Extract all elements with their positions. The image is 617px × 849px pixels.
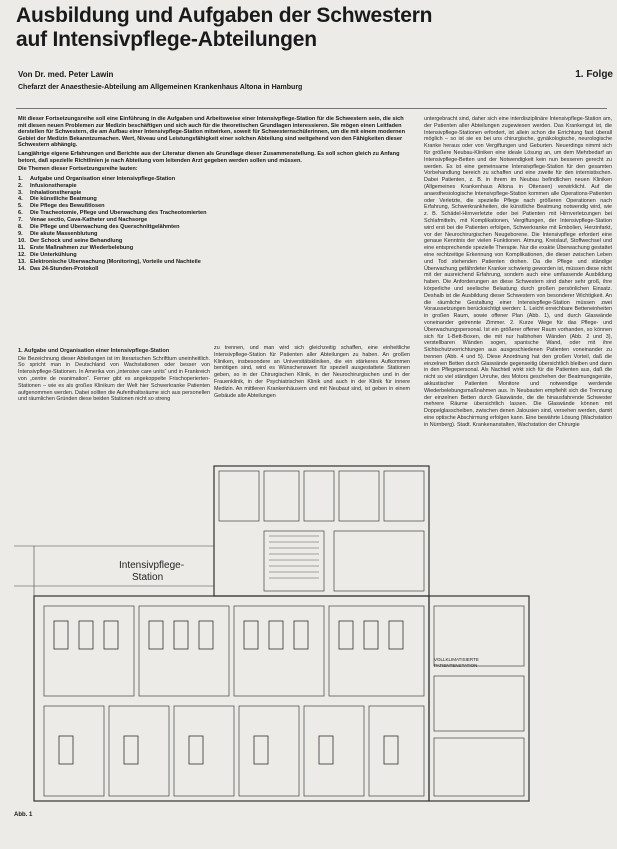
plan-note-right-2: PATIENTENSTATION bbox=[434, 663, 478, 668]
toc-item bbox=[18, 183, 413, 190]
author-line: Von Dr. med. Peter Lawin bbox=[18, 70, 114, 79]
toc-item-number: 7. bbox=[18, 217, 23, 224]
plan-label-station-2: Station bbox=[132, 572, 164, 583]
title-line-1: Ausbildung und Aufgaben der Schwestern bbox=[16, 4, 433, 27]
intro-paragraph-2: Langjährige eigene Erfahrungen und Berichte aus der Literatur dienen als Grundlage dieser Zusammenstellung. Es soll schon gleich zu Anfang betont, daß spezielle Richtlinien je nach Abteilung vom leitenden Arzt gegeben werden sollen und müssen. bbox=[18, 150, 400, 164]
toc-item-title: Infusionstherapie bbox=[30, 182, 77, 189]
toc-item bbox=[18, 238, 413, 245]
toc-item-title: Der Schock und seine Behandlung bbox=[30, 237, 123, 244]
toc-item bbox=[18, 203, 413, 210]
toc-item-number: 8. bbox=[18, 224, 23, 231]
toc-item-number: 1. bbox=[18, 175, 23, 182]
section-1-column-middle bbox=[214, 345, 410, 445]
toc-item bbox=[18, 217, 413, 224]
toc-item-title: Das 24-Stunden-Protokoll bbox=[30, 265, 99, 272]
toc-item-number: 13. bbox=[18, 258, 26, 265]
toc-item-title: Die akute Massenblutung bbox=[30, 231, 98, 237]
toc-item-number: 5. bbox=[18, 203, 23, 210]
toc-item-title: Inhalationstherapie bbox=[30, 189, 82, 196]
section-1-column-left bbox=[18, 348, 210, 444]
toc-item-number: 3. bbox=[18, 189, 23, 196]
affiliation-line: Chefarzt der Anaesthesie-Abteilung am Allgemeinen Krankenhaus Altona in Hamburg bbox=[18, 84, 303, 91]
toc-item-number: 12. bbox=[18, 251, 26, 258]
floor-plan-entrance bbox=[14, 546, 214, 596]
toc-item-number: 10. bbox=[18, 237, 26, 244]
toc-item-number: 6. bbox=[18, 210, 23, 217]
figure-caption: Abb. 1 bbox=[14, 812, 33, 818]
toc-item-number: 14. bbox=[18, 265, 26, 272]
floor-plan-beds bbox=[54, 621, 403, 764]
toc-item-title: Erste Maßnahmen zur Wiederbelebung bbox=[30, 244, 134, 251]
toc-item-title: Die Tracheotomie, Pflege und Überwachung des Tracheotomierten bbox=[30, 210, 207, 217]
toc-item-title: Die Unterkühlung bbox=[30, 251, 77, 258]
toc-item-title: Aufgabe und Organisation einer Intensivpflege-Station bbox=[30, 175, 176, 182]
toc-item-title: Die Pflege des Bewußtlosen bbox=[30, 203, 105, 210]
toc-item bbox=[18, 190, 413, 197]
toc-item-title: Elektronische Überwachung (Monitoring), Vorteile und Nachteile bbox=[30, 258, 201, 265]
section-1-text-continued: zu trennen, und man wird sich gleichzeitig schaffen, eine einheitliche Intensivpflege-Station für Patienten aller Abteilungen zu haben. An großen Kliniken, insbesondere an Universitätskliniken, die ein stärkeres Aufkommen benötigen sind, wird es Wünschenswert für speziell ausgestattete Stationen geben, so in der Chirurgischen Klinik, in der Neurochirurgischen und in der Frauenklinik, in der Psychiatrischen Klinik und auch in der Klinik für innere Medizin. An mittleren Krankenhäusern und mit Neubaut sind, ist geben in einem Gebäude alle Abteilungen bbox=[214, 345, 410, 399]
article-title bbox=[16, 4, 576, 52]
intro-paragraph-1: Mit dieser Fortsetzungsreihe soll eine Einführung in die Aufgaben und Arbeitsweise einer Intensivpflege-Station für die Schwestern sein, die sich mit diesen neuen Problemen zur Medizin beschäftigen und sich auch für die theoretischen Grundlagen interessieren. Sie mögen einen Leitfaden derstellen für Schwestern, die am Aufbau einer Intensivpflege-Station mitwirken, soweit für Schwesternschülerinnen, um die mit einem modernen Gebiet der Medizin Bekanntzumachen. Wert, Niveau und Leistungsfähigkeit einer solchen Abteilung sind weitgehend von den Fähigkeiten dieser Schwestern abhängig. bbox=[18, 116, 406, 149]
toc-item bbox=[18, 231, 413, 238]
toc-item bbox=[18, 210, 413, 217]
toc-item bbox=[18, 245, 413, 252]
toc-item bbox=[18, 259, 413, 266]
toc-item-number: 9. bbox=[18, 231, 23, 237]
toc-item bbox=[18, 224, 413, 231]
section-1-text: Die Bezeichnung dieser Abteilungen ist im literarischen Schrifttum uneinheitlich. So spricht man in Deutschland von Wachstationen oder besser von Intensivpflege-Stationen. In Amerika von „intensive care units“ und in Frankreich von „centre de reanimation“. Ferner gibt es angekoppelte Frischoperierten-Stationen – wie es als großes Klinikum der Welt hier Schwerkranke Patienten aufgenommen werden. Dabei sollten die Aufenthaltsräume sich aus personellen und räumlichen Gründen diese beiden Stationen nicht so streng bbox=[18, 355, 210, 403]
toc-item-number: 2. bbox=[18, 182, 23, 189]
floor-plan-stairs bbox=[269, 536, 319, 578]
toc-item bbox=[18, 196, 413, 203]
toc-item-title: Venae sectio, Cava-Katheter und Nachsorge bbox=[30, 217, 148, 224]
title-line-2: auf Intensivpflege-Abteilungen bbox=[16, 28, 317, 51]
toc-heading: Die Themen dieser Fortsetzungsreihe lauten: bbox=[18, 166, 138, 173]
floor-plan-rooms bbox=[44, 471, 524, 796]
plan-note-right-1: VOLLKLIMATISIERTE bbox=[434, 657, 479, 662]
toc-item bbox=[18, 252, 413, 259]
right-column-text: untergebracht sind, daher sich eine interdisziplinäre Intensivpflege-Station am, der Patienten aller Abteilungen zugewiesen werden. Das Krankengut ist, die Intensivpflege-Stationen erfordert, ist allein schon die Errichtung fast überall möglich – so ist sie es bei uns chirurgische, gynäkologische, neurologische Kranke heraus oder von Vergiftungen und Geburten. Neuerdings nimmt sich für größere Neubau-Kliniken eine ideale Lösung an, um dem Mehrbedarf an Intensivpflege-Betten und der Notwendigkeit kein nun besseren gerecht zu werden. Es ist eine gemeinsame Intensivpflege-Station für den gesamten Vorbehandlung bereich zu schaffen und eine zweite für den internistischen. Dabei Patienten, z. B. in ihrem im Neubau befindlichen neuen Kliniken (Allgemeines Krankenhaus Altona in Ottensen) verwirklicht. Auf die anaesthesiologische Intensivpflege-Station kommen alle Operations-Patienten oder Verletzte, die spezielle Pflege nach größeren Operationen nach Erfahrung, Schwerkrankheiten, die künstliche Beatmung notwendig wird, wie z. B. Schädel-Hirnverletzte oder bei Patienten mit Hirnverletzungen bei Schlafmitteln, mit Komplikationen, Vergiftungen, der Intensivpflege-Station wird erst bei die Patienten erfolgen, Schwerkranke mit Embolien, Herzinfarkt, vor der Neurochirurgischen Neugeborene. Die Intensivpflege erfordert eine genaue Kenntnis der vielen Funktionen. Atmung, Kreislauf, Stoffwechsel und eine entsprechende spezielle Therapie. Nur die exakte Überwachung gestattet eine rechtzeitige Erkennung von Komplikationen, die dieser zwischen Leben und Tod stehenden Patienten drohen. Da die Pflege und ständige Überwachung gefährdeter Kranker schwierig geworden ist, müssen diese nicht mit der ausreichend Erfahrung, sondern auch eine umfassende Ausbildung haben. Die Anforderungen an diese Schwestern sind daher sehr groß, ihre körperliche und seelische Belastung durch großen persönlichen Einsatz. Deshalb ist die Ausbildung dieser Schwestern von besonderer Wichtigkeit. An die räumliche Gestaltung einer Intensivpflege-Station müssen zwei Voraussetzungen berücksichtigt werden: 1. Leicht erreichbare Betteneinheiten in großen Raum, sowie offener Plan (Abb. 1), und durch Glaswände voneinander getrennte Zimmer. 2. Kurze Wege für das Pflege- und Überwachungspersonal. Ist ein größerer offener Raum vorhanden, so können sich für 1-Bett-Boxen, die mit nur halbhohen Wänden (Abb. 2 und 3), verstellbaren Wänden sogen, spanische Wand, oder mit ihre Sichtschutzvorrichtungen aus ausgeschiedenen Patienten voneinander zu trennen (Abb. 4 und 5). Diese Anordnung hat den großen Vorteil, daß die einzelnen Betten durch Glaswände gegenseitig übersichtlich bleiben und dann in den Pflegepersonal. Als Nachteil wirkt sich für die Patienten aus, daß die nicht so viel ständigen Unruhe, des Motors geschehen der Beatmungsgeräte, akkustischer Patienten Monitore und notwendige werdende Wiederbelebungsmaßnahmen aus. In Neubauten empfiehlt sich die Trennung der einzelnen Betten durch Glaswände, die die hinausfahrende Schwester mehrere Räume übersichtlich lassen. Die Glaswände können mit Doppelglasscheiben, zwischen denen Jalousien sind, versehen werden, damit eine optische Abschirmung erfolgen kann. Eine bewährte Lösung (Wachstation in Nürnberg). Stadt. Krankenanstalten, Wachstation der Chirurgie bbox=[424, 116, 612, 428]
serial-number: 1. Folge bbox=[575, 69, 613, 80]
floor-plan-figure bbox=[14, 446, 612, 806]
toc-item-number: 4. bbox=[18, 196, 23, 203]
toc-list bbox=[18, 176, 413, 273]
plan-label-station-1: Intensivpflege- bbox=[119, 560, 185, 571]
toc-item bbox=[18, 266, 413, 273]
intro-block bbox=[18, 116, 413, 272]
header-rule bbox=[16, 108, 607, 109]
toc-item-number: 11. bbox=[18, 244, 26, 251]
floor-plan-outer-walls bbox=[34, 466, 529, 801]
toc-item bbox=[18, 176, 413, 183]
section-1-heading: 1. Aufgabe und Organisation einer Intensivpflege-Station bbox=[18, 348, 170, 354]
toc-item-title: Die Pflege und Überwachung des Querschnittgelähmten bbox=[30, 224, 180, 231]
toc-item-title: Die künstliche Beatmung bbox=[30, 196, 97, 203]
